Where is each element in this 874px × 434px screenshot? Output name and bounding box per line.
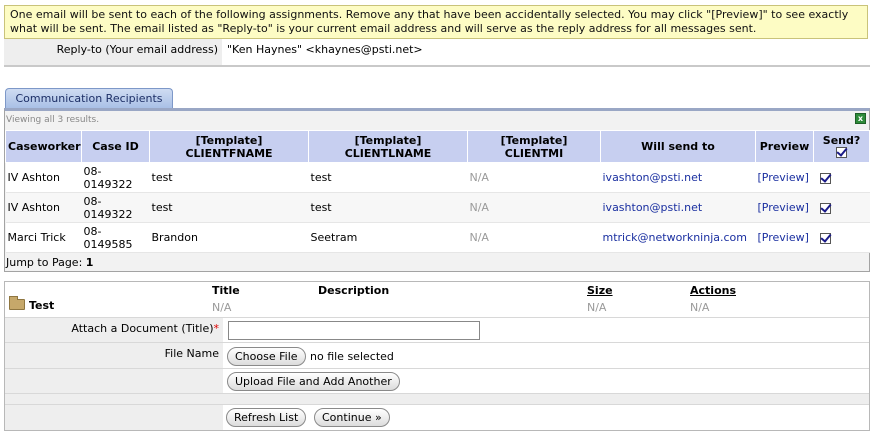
cell-caseworker: IV Ashton [6,163,82,193]
doc-col-title: Title [212,284,240,297]
send-checkbox[interactable] [820,203,831,214]
folder-icon [9,299,25,310]
cell-case-id: 08-0149585 [82,223,150,253]
cell-lname: Seetram [309,223,468,253]
cell-mi: N/A [468,223,601,253]
folder-row[interactable] [5,296,869,316]
cell-case-id: 08-0149322 [82,193,150,223]
refresh-list-button[interactable]: Refresh List [226,408,306,427]
spacer-row [5,393,869,404]
folder-actions: N/A [690,301,710,314]
upload-row [5,368,869,393]
attach-title-row [5,317,869,342]
doc-col-size[interactable]: Size [587,284,613,297]
jump-label: Jump to Page: [6,256,83,269]
recipients-table [5,130,870,253]
file-name-row [5,342,869,368]
send-all-checkbox[interactable] [836,147,847,158]
excel-export-icon[interactable]: x [855,113,866,124]
documents-panel [4,281,870,431]
col-will-send-to: Will send to [601,131,756,163]
doc-col-actions[interactable]: Actions [690,284,736,297]
table-row [6,223,870,253]
cell-caseworker: Marci Trick [6,223,82,253]
reply-to-row [4,39,870,67]
continue-button[interactable]: Continue » [314,408,390,427]
document-title-input[interactable] [228,321,480,340]
folder-size: N/A [587,301,607,314]
preview-link[interactable]: [Preview] [757,171,809,184]
no-file-text: no file selected [310,350,394,363]
choose-file-button[interactable]: Choose File [227,347,306,366]
reply-to-value: "Ken Haynes" <khaynes@psti.net> [227,43,423,56]
actions-row [5,404,869,430]
cell-caseworker: IV Ashton [6,193,82,223]
table-row [6,193,870,223]
folder-name[interactable]: Test [29,299,55,312]
col-preview: Preview [756,131,814,163]
recipients-panel [4,108,870,272]
cell-fname: test [150,193,309,223]
preview-link[interactable]: [Preview] [757,231,809,244]
col-clientlname[interactable]: [Template] CLIENTLNAME [309,131,468,163]
recipient-email-link[interactable]: ivashton@psti.net [602,171,703,184]
col-send: Send? [814,131,870,163]
page-number[interactable]: 1 [85,256,94,269]
instructions-notice: One email will be sent to each of the following assignments. Remove any that have been accidentally selected. You may click "[Preview]" to see exactly what will be sent. The email listed as "Reply-to" is your current email address and will serve as the reply address for all messages sent. [4,5,868,39]
upload-add-another-button[interactable]: Upload File and Add Another [227,372,400,391]
file-name-label: File Name [5,343,223,368]
cell-lname: test [309,193,468,223]
folder-title: N/A [212,301,232,314]
recipient-email-link[interactable]: mtrick@networkninja.com [602,231,747,244]
send-checkbox[interactable] [820,173,831,184]
col-caseworker[interactable]: Caseworker [6,131,82,163]
cell-fname: test [150,163,309,193]
pagination [6,256,93,269]
reply-to-label: Reply-to (Your email address) [4,39,222,65]
cell-case-id: 08-0149322 [82,163,150,193]
results-count: Viewing all 3 results. [6,115,100,125]
attach-title-label: Attach a Document (Title)* [5,318,223,342]
doc-col-description: Description [318,284,390,297]
cell-lname: test [309,163,468,193]
preview-link[interactable]: [Preview] [757,201,809,214]
col-case-id[interactable]: Case ID [82,131,150,163]
col-clientmi[interactable]: [Template] CLIENTMI [468,131,601,163]
tab-communication-recipients[interactable]: Communication Recipients [5,88,173,108]
send-checkbox[interactable] [820,233,831,244]
table-row [6,163,870,193]
cell-fname: Brandon [150,223,309,253]
recipient-email-link[interactable]: ivashton@psti.net [602,201,703,214]
cell-mi: N/A [468,193,601,223]
col-clientfname[interactable]: [Template] CLIENTFNAME [150,131,309,163]
cell-mi: N/A [468,163,601,193]
